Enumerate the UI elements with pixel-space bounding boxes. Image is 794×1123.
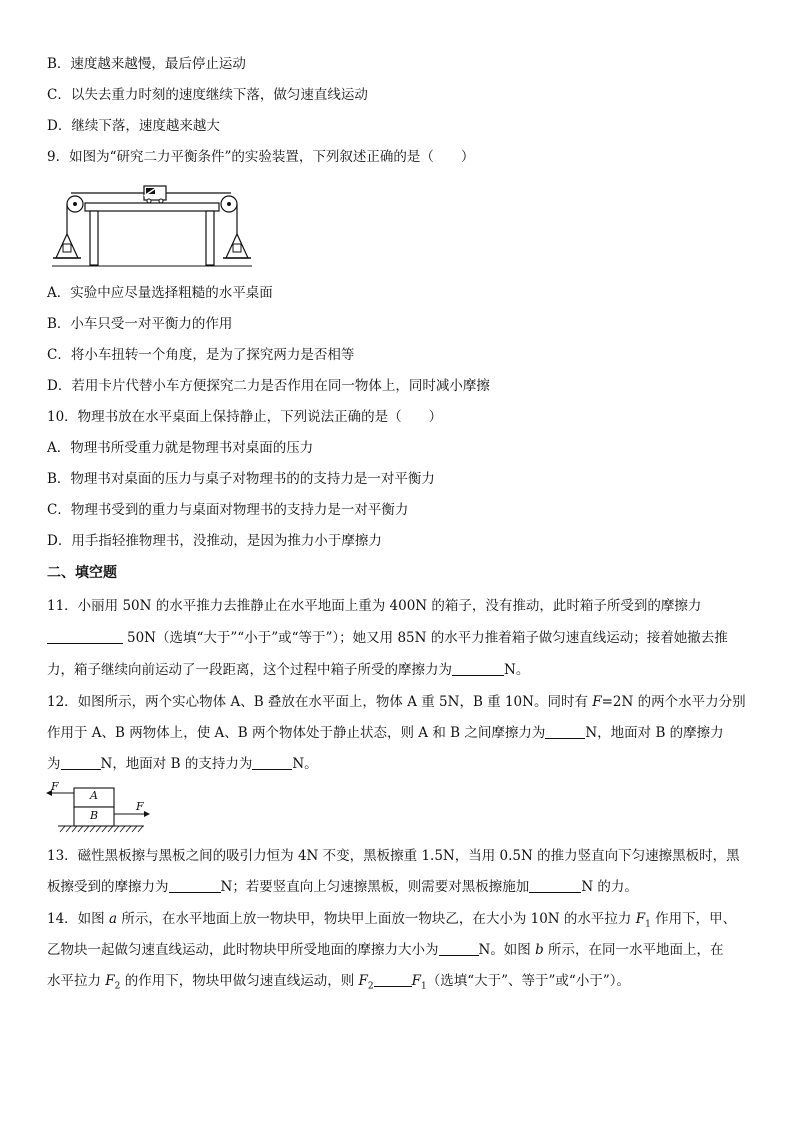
- q9-stem: 9．如图为“研究二力平衡条件”的实验装置，下列叙述正确的是（ ）: [47, 149, 475, 165]
- q11-line-1: 11．小丽用 50N 的水平推力去推静止在水平地面上重为 400N 的箱子，没有推动，此时箱子所受到的摩擦力: [47, 598, 702, 614]
- q9-option-d: D．若用卡片代替小车方便探究二力是否作用在同一物体上，同时减小摩擦: [47, 378, 490, 394]
- q8-option-b: B．速度越来越慢，最后停止运动: [47, 56, 246, 72]
- answer-blank[interactable]: [529, 878, 581, 893]
- answer-blank[interactable]: [439, 941, 479, 956]
- q14-line-2: 乙物块一起做匀速直线运动，此时物块甲所受地面的摩擦力大小为 N。如图 b 所示，在同一水平地面上，在: [47, 942, 724, 958]
- section-heading: 二、填空题: [47, 565, 117, 581]
- q9-option-a: A．实验中应尽量选择粗糙的水平桌面: [47, 285, 273, 301]
- q9-option-b: B．小车只受一对平衡力的作用: [47, 316, 233, 332]
- q11-line-3: 力，箱子继续向前运动了一段距离，这个过程中箱子所受的摩擦力为 N。: [47, 662, 530, 678]
- q11-line-2: 50N（选填“大于”“小于”或“等于”）；她又用 85N 的水平力推着箱子做匀速直线运动；接着她撤去推: [47, 628, 728, 648]
- force-label-a: F: [51, 780, 59, 793]
- answer-blank[interactable]: [545, 724, 585, 739]
- answer-blank[interactable]: [374, 972, 412, 987]
- answer-blank[interactable]: [169, 878, 221, 893]
- answer-blank[interactable]: [452, 661, 504, 676]
- force-label-b: F: [136, 800, 144, 813]
- q10-option-d: D．用手指轻推物理书，没推动，是因为推力小于摩擦力: [47, 533, 382, 549]
- q12-line-1: 12．如图所示，两个实心物体 A、B 叠放在水平面上，物体 A 重 5N，B 重 10N。同时有 F=2N 的两个水平力分别: [47, 694, 746, 710]
- q12-line-3: 为 N，地面对 B 的支持力为 N。: [47, 756, 318, 772]
- q10-stem: 10．物理书放在水平桌面上保持静止，下列说法正确的是（ ）: [47, 409, 443, 425]
- q13-line-1: 13．磁性黑板擦与黑板之间的吸引力恒为 4N 不变，黑板擦重 1.5N，当用 0.5N 的推力竖直向下匀速擦黑板时，黑: [47, 848, 740, 864]
- q12-blocks-figure: [44, 782, 164, 834]
- q9-apparatus-figure: [52, 182, 252, 268]
- q10-option-a: A．物理书所受重力就是物理书对桌面的压力: [47, 440, 314, 456]
- q14-line-3: 水平拉力 $F_2$ 的作用下，物块甲做匀速直线运动，则 $F_2$ $F_1$（选填“大于”、等于”或“小于”）。: [47, 973, 630, 992]
- answer-blank[interactable]: [47, 629, 123, 644]
- q14-line-1: 14．如图 a 所示，在水平地面上放一物块甲，物块甲上面放一物块乙，在大小为 10N 的水平拉力 $F_1$ 作用下，甲、: [47, 911, 737, 930]
- q10-option-b: B．物理书对桌面的压力与桌子对物理书的的支持力是一对平衡力: [47, 471, 435, 487]
- q13-line-2: 板擦受到的摩擦力为 N；若要竖直向上匀速擦黑板，则需要对黑板擦施加 N 的力。: [47, 879, 638, 895]
- q8-option-c: C．以失去重力时刻的速度继续下落，做匀速直线运动: [47, 87, 368, 103]
- q12-line-2: 作用于 A、B 两物体上，使 A、B 两个物体处于静止状态，则 A 和 B 之间摩擦力为 N，地面对 B 的摩擦力: [47, 725, 724, 741]
- block-a-label: A: [90, 789, 98, 802]
- block-b-label: B: [89, 809, 99, 822]
- answer-blank[interactable]: [252, 755, 292, 770]
- q10-option-c: C．物理书受到的重力与桌面对物理书的支持力是一对平衡力: [47, 502, 409, 518]
- q8-option-d: D．继续下落，速度越来越大: [47, 118, 220, 134]
- q9-option-c: C．将小车扭转一个角度，是为了探究两力是否相等: [47, 347, 355, 363]
- answer-blank[interactable]: [61, 755, 101, 770]
